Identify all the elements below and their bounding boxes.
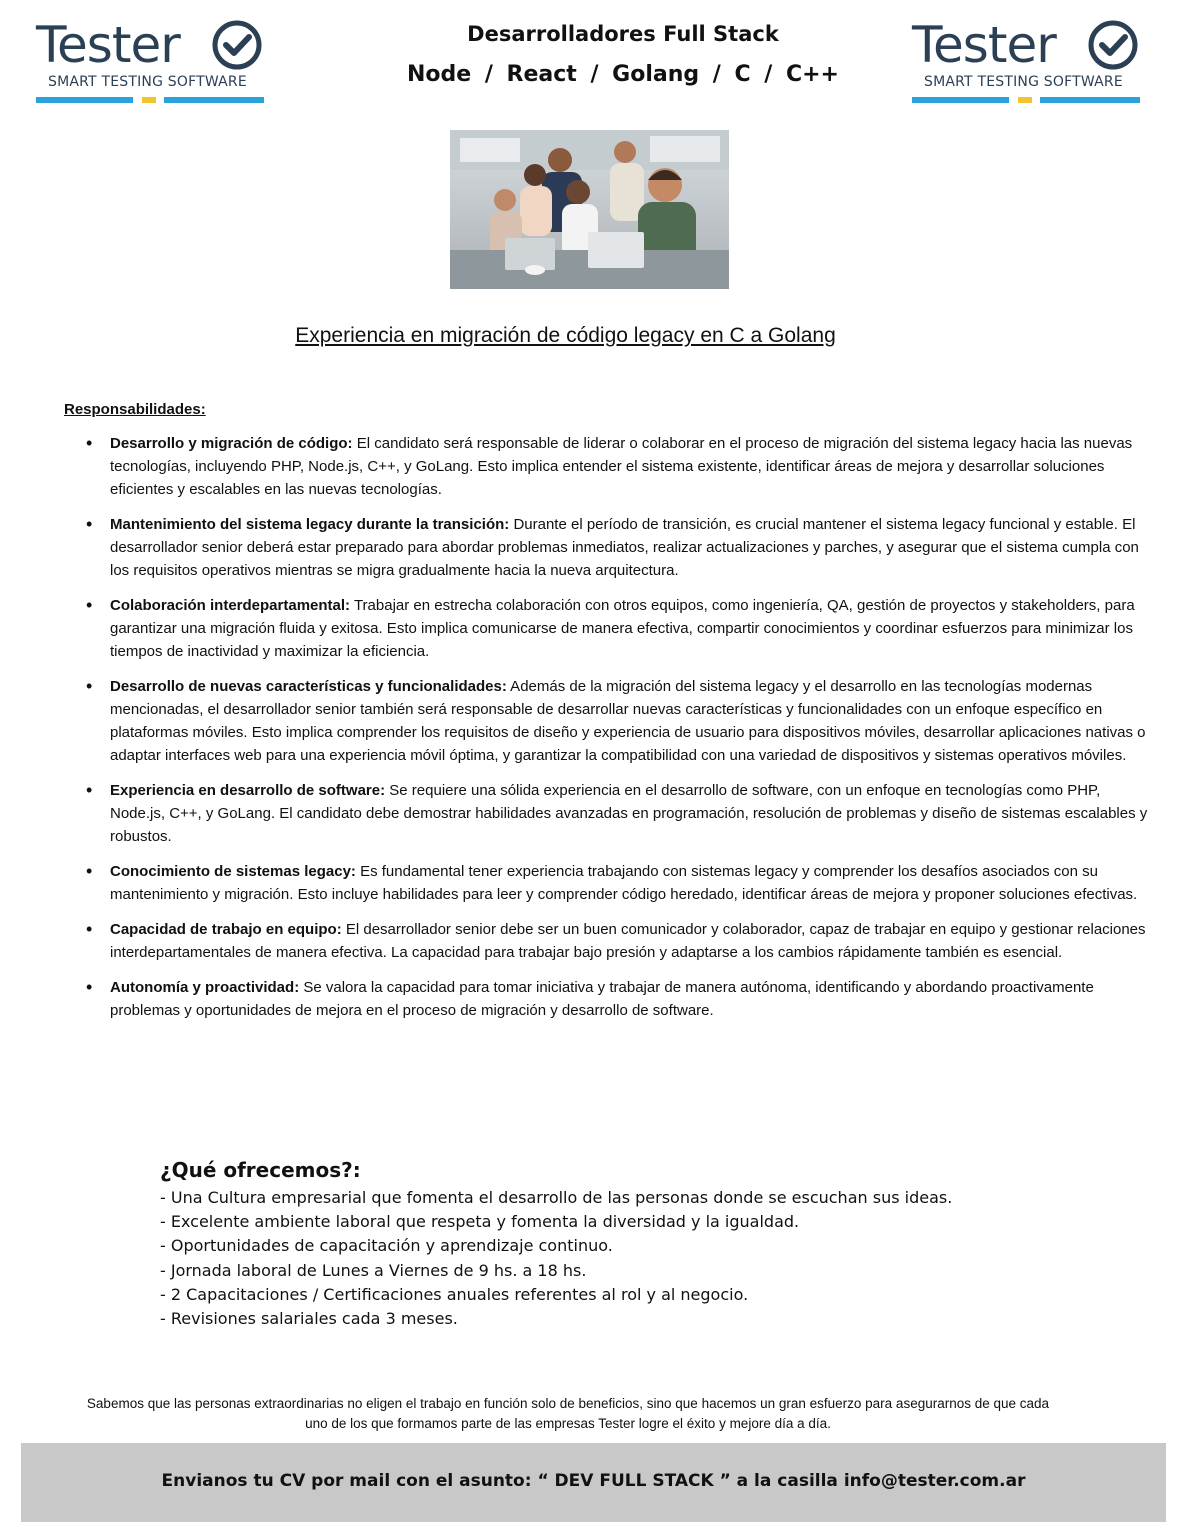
closing-line: Sabemos que las personas extraordinarias no eligen el trabajo en función solo de beneficios, sino que hacemos un gran esfuerzo para asegurarnos de que cada xyxy=(86,1396,1050,1411)
list-item xyxy=(110,675,1150,767)
logo-bar-blue xyxy=(912,97,1009,103)
logo-bar-blue xyxy=(164,97,264,103)
list-item xyxy=(110,513,1150,582)
item-title: Autonomía y proactividad: xyxy=(110,979,300,996)
list-item xyxy=(110,918,1150,964)
team-photo xyxy=(450,130,729,289)
offer-title: ¿Qué ofrecemos?: xyxy=(160,1158,361,1182)
item-text: Es fundamental tener experiencia trabajando con sistemas legacy y comprender los desafíos asociados con su mantenimiento y migración. Esto incluye habilidades para leer y comprender código heredado, identificar áreas de mejora y proponer soluciones efectivas. xyxy=(110,863,1138,903)
footer-banner xyxy=(21,1443,1166,1522)
offer-item: - Oportunidades de capacitación y aprendizaje continuo. xyxy=(160,1236,613,1256)
logo-wordmark: Tester xyxy=(36,16,180,74)
item-title: Desarrollo y migración de código: xyxy=(110,435,353,452)
item-text: Se requiere una sólida experiencia en el desarrollo de software, con un enfoque en tecnologías como PHP, Node.js, C++, y GoLang. El candidato debe demostrar habilidades avanzadas en programación, resolución de problemas y diseño de sistemas escalables y robustos. xyxy=(110,782,1148,845)
item-text: Trabajar en estrecha colaboración con otros equipos, como ingeniería, QA, gestión de proyectos y stakeholders, para garantizar una migración fluida y exitosa. Esto implica comunicarse de manera efectiva, compartir conocimientos y coordinar esfuerzos para minimizar los tiempos de inactividad y maximizar la eficiencia. xyxy=(110,597,1135,660)
logo-bar-blue xyxy=(1040,97,1140,103)
logo-tagline: SMART TESTING SOFTWARE xyxy=(924,74,1123,90)
item-text: Durante el período de transición, es crucial mantener el sistema legacy funcional y estable. El desarrollador senior deberá estar preparado para abordar problemas inmediatos, realizar actualizaciones y parches, y asegurar que el sistema cumpla con los requisitos operativos mientras se migra gradualmente hacia la nueva arquitectura. xyxy=(110,516,1139,579)
closing-statement xyxy=(18,1394,1118,1434)
item-text: Además de la migración del sistema legacy y el desarrollo en las tecnologías modernas mencionadas, el desarrollador senior también será responsable de desarrollar nuevas características y funcionalidades con un enfoque específico en plataformas móviles. Esto implica comprender los requisitos de diseño y experiencia de usuario para dispositivos móviles, desarrollar aplicaciones nativas o adaptar interfaces web para una experiencia móvil óptima, y garantizar la compatibilidad con una variedad de dispositivos y sistemas operativos móviles. xyxy=(110,678,1146,764)
offer-item: - Jornada laboral de Lunes a Viernes de 9 hs. a 18 hs. xyxy=(160,1260,587,1280)
item-text: El candidato será responsable de liderar o colaborar en el proceso de migración del sistema legacy hacia las nuevas tecnologías, incluyendo PHP, Node.js, C++, y GoLang. Esto implica entender el sistema existente, identificar áreas de mejora y desarrollar soluciones eficientes y escalables en las nuevas tecnologías. xyxy=(110,435,1133,498)
offer-item: - Excelente ambiente laboral que respeta y fomenta la diversidad y la igualdad. xyxy=(160,1212,800,1232)
item-title: Desarrollo de nuevas características y funcionalidades: xyxy=(110,678,507,695)
tester-logo-left xyxy=(36,16,268,108)
closing-line: uno de los que formamos parte de las empresas Tester logre el éxito y mejore día a día. xyxy=(305,1416,831,1431)
list-item xyxy=(110,860,1150,906)
offer-section xyxy=(160,1158,1060,1331)
offer-item: - 2 Capacitaciones / Certificaciones anuales referentes al rol y al negocio. xyxy=(160,1284,749,1304)
offer-item: - Revisiones salariales cada 3 meses. xyxy=(160,1309,458,1329)
checkmark-circle-icon xyxy=(1088,20,1138,70)
list-item xyxy=(110,976,1150,1022)
logo-bar-yellow xyxy=(142,97,156,103)
logo-bar-yellow xyxy=(1018,97,1032,103)
subtitle: Experiencia en migración de código legacy en C a Golang xyxy=(295,324,836,347)
item-title: Capacidad de trabajo en equipo: xyxy=(110,921,342,938)
item-text: Se valora la capacidad para tomar iniciativa y trabajar de manera autónoma, identificando y abordando proactivamente problemas y oportunidades de mejora en el proceso de migración y desarrollo de software. xyxy=(110,979,1094,1019)
tech-stack: Node / React / Golang / C / C++ xyxy=(406,62,839,87)
logo-wordmark: Tester xyxy=(912,16,1056,74)
footer-cta: Envianos tu CV por mail con el asunto: “ DEV FULL STACK ” a la casilla info@tester.com.ar xyxy=(161,1471,1026,1491)
item-title: Colaboración interdepartamental: xyxy=(110,597,351,614)
item-title: Experiencia en desarrollo de software: xyxy=(110,782,386,799)
offer-item: - Una Cultura empresarial que fomenta el desarrollo de las personas donde se escuchan sus ideas. xyxy=(160,1188,953,1207)
responsibilities-list xyxy=(110,432,1150,1034)
list-item xyxy=(110,432,1150,501)
checkmark-circle-icon xyxy=(212,20,262,70)
responsibilities-heading: Responsabilidades: xyxy=(64,401,206,418)
list-item xyxy=(110,594,1150,663)
logo-bar-blue xyxy=(36,97,133,103)
list-item xyxy=(110,779,1150,848)
item-title: Mantenimiento del sistema legacy durante la transición: xyxy=(110,516,510,533)
logo-tagline: SMART TESTING SOFTWARE xyxy=(48,74,247,90)
item-text: El desarrollador senior debe ser un buen comunicador y colaborador, capaz de trabajar en equipo y gestionar relaciones interdepartamentales de manera efectiva. La capacidad para trabajar bajo presión y adaptarse a los cambios rápidamente también es esencial. xyxy=(110,921,1146,961)
item-title: Conocimiento de sistemas legacy: xyxy=(110,863,356,880)
tester-logo-right xyxy=(912,16,1144,108)
page-title: Desarrolladores Full Stack xyxy=(467,22,779,46)
